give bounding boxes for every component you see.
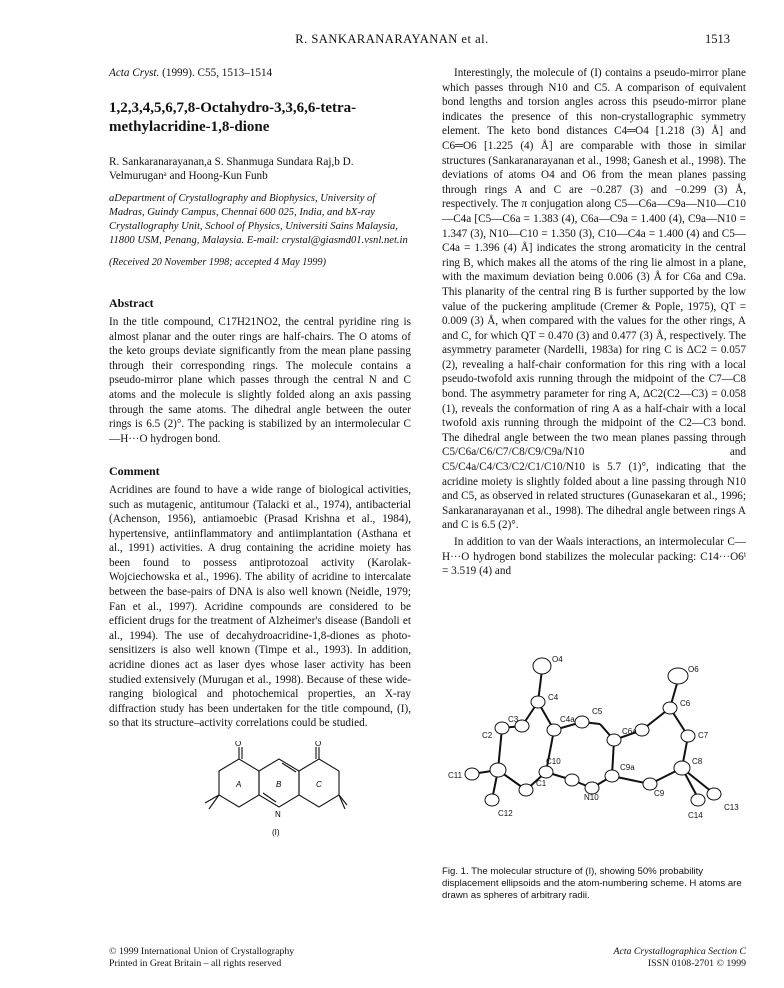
running-header-author: R. SANKARANARAYANAN et al. [295, 32, 489, 46]
atom-label-c3: C3 [508, 715, 519, 724]
footer-left [109, 946, 294, 970]
atom-label-o6: O6 [688, 665, 699, 674]
footer-right [613, 946, 746, 970]
comment-heading: Comment [109, 464, 160, 479]
abstract-text: In the title compound, C17H21NO2, the central pyridine ring is almost planar and the outer rings are half-chairs. The O atoms of the keto groups deviate significantly from the mean plane passing through their corresponding rings. The molecule contains a pseudo-mirror plane which passes through the central N and C atoms and the molecule is slightly folded along an axis passing through the same atoms. The dihedral angle between the outer rings is 6.5 (2)°. The packing is stabilized by an intermolecular C—H···O hydrogen bond. [109, 315, 411, 445]
acridinedione-structure-drawing [199, 741, 349, 841]
atom-label-c8: C8 [692, 757, 703, 766]
atom-label-c6a: C6a [622, 727, 637, 736]
article-title: 1,2,3,4,5,6,7,8-Octahydro-3,3,6,6-tetra-methylacridine-1,8-dione [109, 99, 357, 135]
scheme-compound-label: (I) [272, 828, 280, 837]
atom-label-c14: C14 [688, 811, 703, 820]
atom-label-c7: C7 [698, 731, 709, 740]
citation-details: (1999). C55, 1513–1514 [159, 67, 273, 79]
atom-label-c1: C1 [536, 779, 547, 788]
figure-caption: Fig. 1. The molecular structure of (I), showing 50% probability displacement ellipsoids and the atom-numbering scheme. H atoms are drawn as spheres of arbitrary radii. [442, 866, 742, 901]
atom-label-n10: N10 [584, 793, 599, 802]
scheme-oxygen-left: O [235, 741, 242, 748]
issn-line: ISSN 0108-2701 © 1999 [647, 958, 746, 969]
atom-label-c9: C9 [654, 789, 665, 798]
right-column [442, 66, 746, 589]
scheme-ring-a: A [236, 780, 242, 789]
atom-label-c11: C11 [448, 771, 463, 780]
figure-1 [442, 640, 746, 860]
scheme-nitrogen: N [275, 810, 281, 819]
author-list: R. Sankaranarayanan,a S. Shanmuga Sundara Raj,b D. Velmuruganᵃ and Hoong-Kun Funb [109, 155, 354, 183]
printed-line: Printed in Great Britain – all rights reserved [109, 958, 282, 969]
atom-label-c6: C6 [680, 699, 691, 708]
comment-text: Acridines are found to have a wide range of biological activities, such as mutagenic, antitumour (Talacki et al., 1974), antibacterial (Achenson, 1956), antiamoebic (Prasad Krishna et al., 1984), hypertensive, antiinflammatory and antiimplantation (Asthana et al., 1991) activities. A drug containing the acridine moiety has been found to possess antiprotozoal activity (Karolak-Wojciechowska et al., 1996). The ability of acridine to intercalate between the base-pairs of DNA is also well known (Neidle, 1979; Fan et al., 1997). Acridine compounds are considered to be efficient drugs for the treatment of Alzheimer's disease (Bandoli et al., 1994). The use of decahydroacridine-1,8-diones as photo-sensitizers is also well known (Timpe et al., 1993). In addition, acridine diones act as laser dyes whose laser activity has been studied extensively (Murugan et al., 1998). Because of these wide-ranging biological and photochemical properties, an X-ray diffraction study has been undertaken for the title compound, (I), so that its structure–activity correlations could be studied. [109, 483, 411, 730]
journal-name: Acta Cryst. [109, 67, 160, 79]
atom-label-c4: C4 [548, 693, 559, 702]
citation-line [109, 66, 411, 81]
scheme-ring-c: C [316, 780, 322, 789]
affiliations: aDepartment of Crystallography and Biophysics, University of Madras, Guindy Campus, Chennai 600 025, India, and bX-ray Crystallography Unit, School of Physics, Universiti Sains Malaysia, 11800 USM, Penang, Malaysia. E-mail: crystal@giasmd01.vsnl.net.in [109, 192, 408, 246]
atom-label-c9a: C9a [620, 763, 635, 772]
scheme-ring-b: B [276, 780, 282, 789]
atom-label-o4: O4 [552, 655, 563, 664]
atom-label-c4a: C4a [560, 715, 575, 724]
discussion-paragraph-2: In addition to van der Waals interactions, an intermolecular C—H···O hydrogen bond stabilizes the molecular packing: C14···O6ⁱ = 3.519 (4) and [442, 536, 746, 578]
atom-label-c13: C13 [724, 803, 739, 812]
scheme-oxygen-right: O [315, 741, 322, 748]
abstract-heading: Abstract [109, 296, 154, 311]
discussion-paragraph-1: Interestingly, the molecule of (I) contains a pseudo-mirror plane which passes through N10 and C5. A comparison of equivalent bond lengths and torsion angles across this pseudo-mirror plane indicates the presence of this non-crystallographic symmetry element. The keto bond distances C4═O4 [1.218 (3) Å] and C6═O6 [1.225 (4) Å] are comparable with those in similar structures (Sankaranarayanan et al., 1998; Ganesh et al., 1998). The deviations of atoms O4 and O6 from the mean planes passing through rings A and C are −0.287 (3) and −0.299 (3) Å, respectively. The π conjugation along C5—C6a—C9a—N10—C10—C4a [C5—C6a = 1.383 (4), C6a—C9a = 1.400 (4), C9a—N10 = 1.347 (3), N10—C10 = 1.350 (3), C10—C4a = 1.400 (4) and C5—C4a = 1.396 (4) Å] indicates the strong aromaticity in the central ring B, which makes all the atoms of the ring lie almost in a plane, with the maximum deviation being 0.006 (3) Å for C6a and C9a. This planarity of the central ring B is further supported by the low value of the puckering amplitude (Cremer & Pople, 1975), QT = 0.009 (3) Å, when compared with the values for the other rings, A and C, for which QT = 0.470 (3) and 0.477 (3) Å, respectively. The asymmetry parameter (Nardelli, 1983a) for ring C is ΔC2 = 0.057 (2), revealing a half-chair conformation for this ring with a local pseudo-twofold axis running through the midpoint of the C7—C8 bond. The asymmetry parameter for ring A, ΔC2(C2—C3) = 0.058 (1), reveals the conformation of ring A as a half-chair with a local twofold axis running through the midpoint of the C2—C3 bond. The dihedral angle between the two mean planes passing through C5/C6a/C6/C7/C8/C9/C9a/N10 and C5/C4a/C4/C3/C2/C1/C10/N10 is 5.7 (1)°, indicating that the acridine moiety is slightly folded about a line passing through N10 and C5, as observed in related structures (Gunasekaran et al., 1996; Sankaranarayanan et al., 1998). The dihedral angle between rings A and C is 6.5 (2)°. [442, 67, 746, 532]
copyright-line: © 1999 International Union of Crystallography [109, 946, 295, 957]
left-column [109, 66, 411, 841]
journal-section: Acta Crystallographica Section C [613, 946, 746, 957]
page-number: 1513 [705, 32, 730, 46]
atom-label-c10: C10 [546, 757, 561, 766]
chemical-scheme [109, 741, 411, 841]
ortep-molecular-structure [442, 640, 746, 860]
received-dates: (Received 20 November 1998; accepted 4 May 1999) [109, 256, 326, 268]
atom-label-c5: C5 [592, 707, 603, 716]
atom-label-c12: C12 [498, 809, 513, 818]
atom-label-c2: C2 [482, 731, 493, 740]
